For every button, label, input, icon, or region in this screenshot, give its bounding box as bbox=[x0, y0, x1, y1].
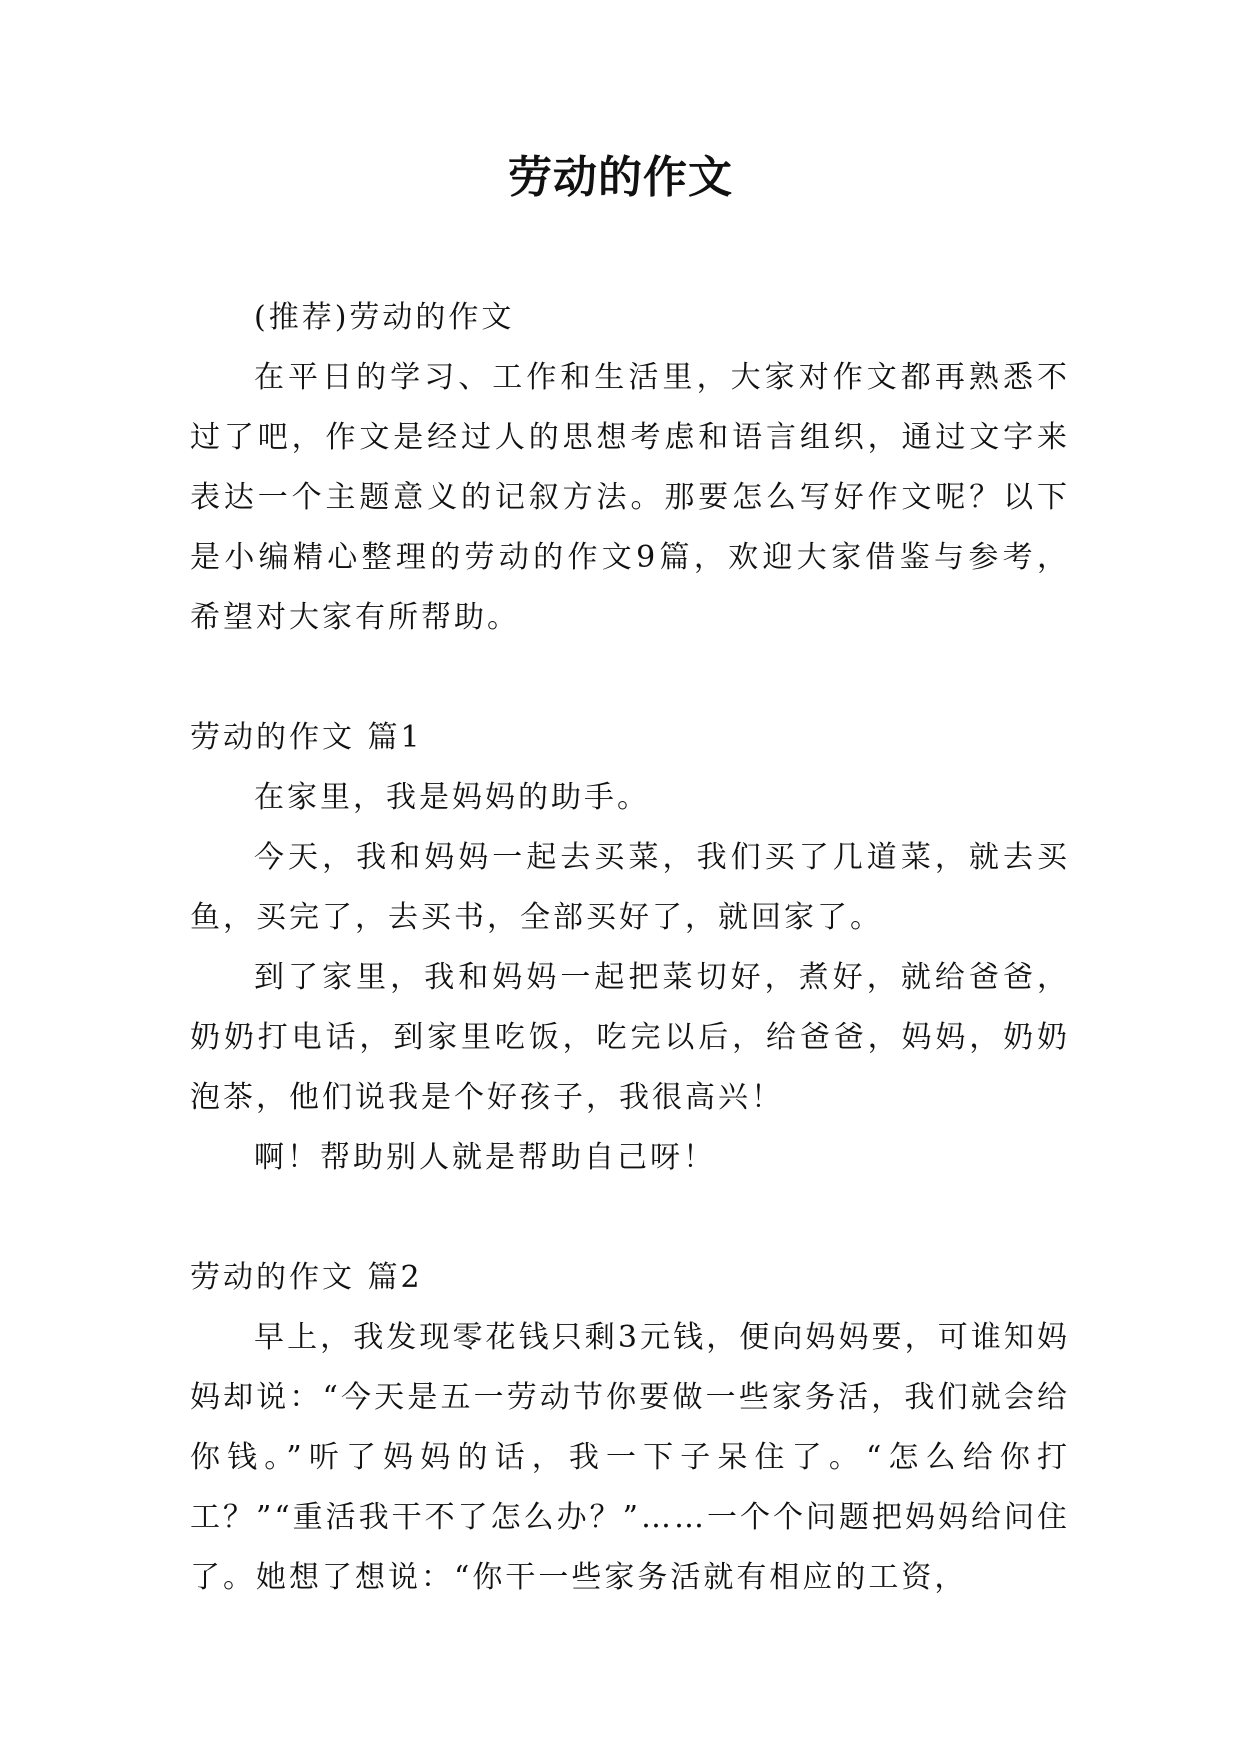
document-title: 劳动的作文 bbox=[508, 152, 733, 203]
section-paragraph: 到了家里，我和妈妈一起把菜切好，煮好，就给爸爸，奶奶打电话，到家里吃饭，吃完以后，给爸爸，妈妈，奶奶泡茶，他们说我是个好孩子，我很高兴！ bbox=[190, 960, 1070, 1115]
section-paragraph: 早上，我发现零花钱只剩3元钱，便向妈妈要，可谁知妈妈却说：“今天是五一劳动节你要做一些家务活，我们就会给你钱。”听了妈妈的话，我一下子呆住了。“怎么给你打工？”“重活我干不了怎么办？”……一个个问题把妈妈给问住了。她想了想说：“你干一些家务活就有相应的工资， bbox=[190, 1320, 1071, 1595]
section-paragraph: 啊！帮助别人就是帮助自己呀！ bbox=[254, 1140, 716, 1175]
section-paragraph: 今天，我和妈妈一起去买菜，我们买了几道菜，就去买鱼，买完了，去买书，全部买好了，就回家了。 bbox=[190, 840, 1070, 935]
section-heading: 劳动的作文 篇2 bbox=[190, 1260, 423, 1295]
intro-paragraph: 在平日的学习、工作和生活里，大家对作文都再熟悉不过了吧，作文是经过人的思想考虑和语言组织，通过文字来表达一个主题意义的记叙方法。那要怎么写好作文呢？以下是小编精心整理的劳动的作文9篇，欢迎大家借鉴与参考，希望对大家有所帮助。 bbox=[190, 360, 1070, 635]
document-body bbox=[190, 288, 1070, 1608]
section-2 bbox=[190, 1248, 1070, 1608]
section-paragraph: 在家里，我是妈妈的助手。 bbox=[254, 780, 650, 815]
section-spacer bbox=[190, 1188, 1070, 1248]
section-spacer bbox=[190, 648, 1070, 708]
subtitle: (推荐)劳动的作文 bbox=[254, 300, 515, 335]
section-1 bbox=[190, 708, 1070, 1188]
section-heading: 劳动的作文 篇1 bbox=[190, 720, 423, 755]
